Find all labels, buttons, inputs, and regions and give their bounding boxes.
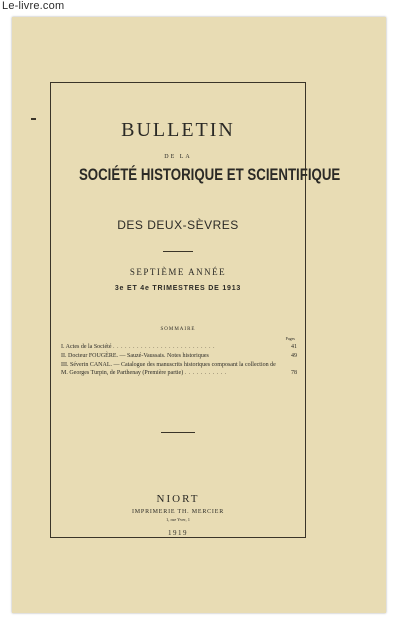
- toc-item-number: III.: [61, 362, 69, 368]
- toc-leader-dots: . . . . . . . . . . . . . . . . . . . . . . . . . .: [113, 344, 215, 350]
- toc-item-number: II.: [61, 353, 67, 359]
- pages-label: Pages: [285, 336, 295, 341]
- sommaire-title: SOMMAIRE: [160, 327, 196, 332]
- cover-de-la: DE LA: [164, 154, 192, 160]
- department-name: DES DEUX-SÈVRES: [117, 218, 239, 232]
- publication-year: 1919: [168, 529, 188, 537]
- toc-item-number: I.: [61, 344, 65, 350]
- divider-rule: [161, 432, 195, 433]
- toc-item-page: 41: [291, 344, 297, 350]
- divider-rule: [163, 251, 193, 252]
- year-label: SEPTIÈME ANNÉE: [129, 267, 227, 277]
- printer-address: 1, rue Yver, 1: [165, 517, 191, 522]
- toc-leader-dots: . . . . . . . . . . .: [184, 370, 227, 376]
- printer-name: IMPRIMERIE TH. MERCIER: [132, 509, 224, 515]
- printer-mark: [31, 118, 36, 120]
- toc-item-text: Docteur FOUGÈRE. — Sauzé-Vaussais. Notes historiques: [68, 353, 209, 359]
- publisher-city: NIORT: [156, 493, 200, 505]
- trimestres-label: 3e ET 4e TRIMESTRES DE 1913: [114, 285, 242, 292]
- table-of-contents: [61, 343, 297, 378]
- toc-item-page: 78: [291, 370, 297, 376]
- cover-title: BULLETIN: [121, 119, 235, 141]
- watermark-text: Le-livre.com: [2, 0, 65, 12]
- cover-frame: [50, 82, 341, 538]
- society-name: SOCIÉTÉ HISTORIQUE ET SCIENTIFIQUE: [78, 165, 341, 184]
- toc-item: [61, 361, 297, 377]
- toc-item: [61, 343, 297, 351]
- toc-item-text: Actes de la Société: [65, 344, 112, 350]
- toc-item-text: Séverin CANAL. — Catalogue des manuscrits historiques composant la collection de M. Georges Turpin, de Parthenay (Première partie): [61, 362, 276, 376]
- toc-item: [61, 352, 297, 360]
- book-cover: [12, 17, 386, 613]
- toc-item-page: 49: [291, 353, 297, 359]
